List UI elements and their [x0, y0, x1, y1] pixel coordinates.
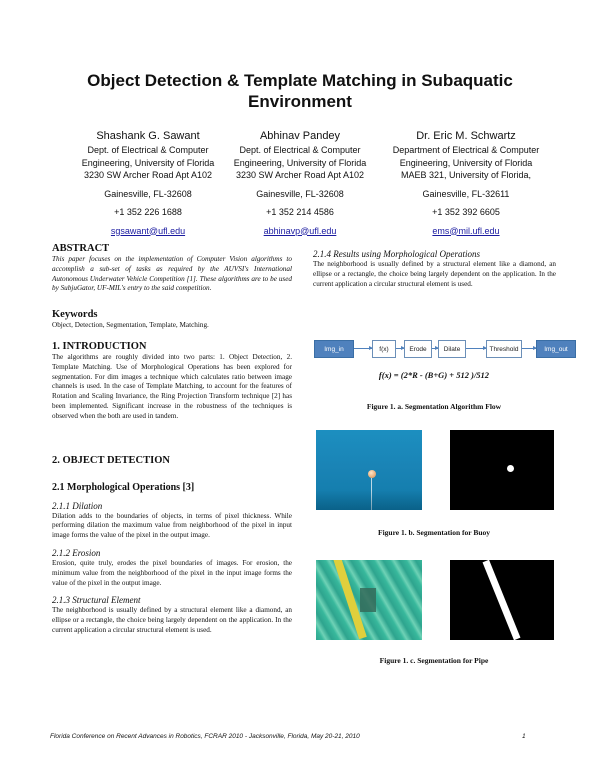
dilation-heading: 2.1.1 Dilation — [52, 500, 103, 511]
flow-arrow — [354, 348, 372, 349]
structural-body: The neighborhood is usually defined by a structural element like a diamond, an ellipse or a rectangle, the choice being largely dependent on the application. In the current application a circular structural element is used. — [52, 606, 292, 634]
results-body: The neighborhood is usually defined by a structural element like a diamond, an ellipse or a rectangle, the choice being largely dependent on the application. In the current application a circular structural element is used. — [313, 260, 556, 288]
left-column — [52, 242, 292, 636]
author-block-3 — [381, 128, 551, 237]
figure-caption-a: Figure 1. a. Segmentation Algorithm Flow — [366, 402, 502, 411]
vehicle-shadow — [360, 588, 376, 612]
figure-caption-c: Figure 1. c. Segmentation for Pipe — [379, 656, 489, 665]
author-email-link[interactable]: ems@mil.ufl.edu — [432, 225, 500, 236]
flow-box-erode: Erode — [404, 340, 432, 358]
figure-caption-b: Figure 1. b. Segmentation for Buoy — [377, 528, 491, 537]
intro-heading: 1. INTRODUCTION — [52, 340, 147, 352]
flow-arrow — [396, 348, 404, 349]
author-phone: +1 352 392 6605 — [432, 207, 500, 217]
author-address: 3230 SW Archer Road Apt A102 — [235, 170, 365, 180]
flow-box-img-out: Img_out — [536, 340, 576, 358]
author-affiliation-2: Engineering, University of Florida — [233, 157, 367, 168]
intro-body: The algorithms are roughly divided into two parts: 1. Object Detection, 2. Template Matching. Use of Morphological Operations has been explored for segmentation. For dim images a technique which calculates ratio between image channels is used. In the case of Template Matching, to account for the features of Rotation and Scaling Invariance, the Ring Projection Transform technique [2] has been implemented. Significant increase in the robustness of the techniques is observed when the both are used in tandem. — [52, 352, 292, 420]
dilation-body: Dilation adds to the boundaries of objects, in terms of pixel thickness. While performing dilation the maximum value from neighborhood of the pixel in input image forms the value of the pixel in the output image. — [52, 511, 292, 540]
segmentation-formula: f(x) = (2*R - (B+G) + 512 )/512 — [378, 370, 490, 380]
author-city: Gainesville, FL-32608 — [256, 188, 344, 199]
morph-heading: 2.1 Morphological Operations [3] — [52, 481, 195, 493]
author-email-link[interactable]: sgsawant@ufl.edu — [110, 225, 186, 236]
author-email-link[interactable]: abhinavp@ufl.edu — [263, 225, 337, 236]
flow-box-fx: f(x) — [372, 340, 396, 358]
detection-heading: 2. OBJECT DETECTION — [52, 454, 170, 466]
author-affiliation-2: Engineering, University of Florida — [399, 157, 533, 168]
flow-arrow — [466, 348, 486, 349]
buoy-mask — [450, 430, 554, 510]
pipe-mask-blob — [483, 560, 521, 640]
flow-box-threshold: Threshold — [486, 340, 522, 358]
author-city: Gainesville, FL-32608 — [104, 188, 192, 199]
author-affiliation-1: Dept. of Electrical & Computer — [239, 145, 361, 155]
author-phone: +1 352 226 1688 — [114, 207, 182, 217]
page-number: 1 — [522, 733, 526, 740]
buoy-mask-blob — [507, 465, 514, 472]
results-heading: 2.1.4 Results using Morphological Operations — [313, 249, 480, 259]
author-block-2 — [215, 128, 385, 237]
author-name: Abhinav Pandey — [259, 130, 341, 142]
flow-box-dilate: Dilate — [438, 340, 466, 358]
author-name: Shashank G. Sawant — [96, 130, 200, 142]
author-affiliation-1: Dept. of Electrical & Computer — [87, 145, 209, 155]
pipe-photo — [316, 560, 422, 640]
author-name: Dr. Eric M. Schwartz — [416, 130, 516, 142]
flow-arrow — [522, 348, 536, 349]
pipe-mask — [450, 560, 554, 640]
abstract-body: This paper focuses on the implementation of Computer Vision algorithms to accomplish a sub-set of tasks as required by the AUVSI's International Autonomous Underwater Vehicle Competition [1]. These algorithms are to be used by SubjuGator, UF-MIL's entry to the said competition. — [52, 255, 292, 293]
water-shade — [316, 490, 422, 510]
abstract-heading: ABSTRACT — [52, 243, 110, 254]
structural-heading: 2.1.3 Structural Element — [52, 595, 141, 606]
erosion-body: Erosion, quite truly, erodes the pixel boundaries of images. For erosion, the minimum value from the neighborhood of the pixel in the input image forms the value of the pixel in the output image. — [52, 558, 292, 587]
flow-box-img-in: Img_in — [314, 340, 354, 358]
paper-title: Object Detection & Template Matching in Subaquatic Environment — [87, 71, 513, 111]
author-affiliation-2: Engineering, University of Florida — [81, 157, 215, 168]
author-affiliation-1: Department of Electrical & Computer — [392, 145, 540, 155]
keywords-heading: Keywords — [52, 309, 98, 321]
right-column-top — [313, 248, 556, 289]
keywords-body: Object, Detection, Segmentation, Template, Matching. — [52, 321, 209, 330]
erosion-heading: 2.1.2 Erosion — [52, 547, 101, 558]
author-block-1 — [63, 128, 233, 237]
page-footer: Florida Conference on Recent Advances in Robotics, FCRAR 2010 - Jacksonville, Florida, May 20-21, 2010 — [50, 733, 360, 740]
author-phone: +1 352 214 4586 — [266, 207, 334, 217]
segmentation-flow-diagram — [314, 338, 568, 362]
buoy-object — [368, 470, 376, 478]
buoy-photo — [316, 430, 422, 510]
author-address: 3230 SW Archer Road Apt A102 — [83, 170, 213, 180]
author-city: Gainesville, FL-32611 — [422, 188, 510, 199]
author-address: MAEB 321, University of Florida, — [400, 170, 532, 180]
